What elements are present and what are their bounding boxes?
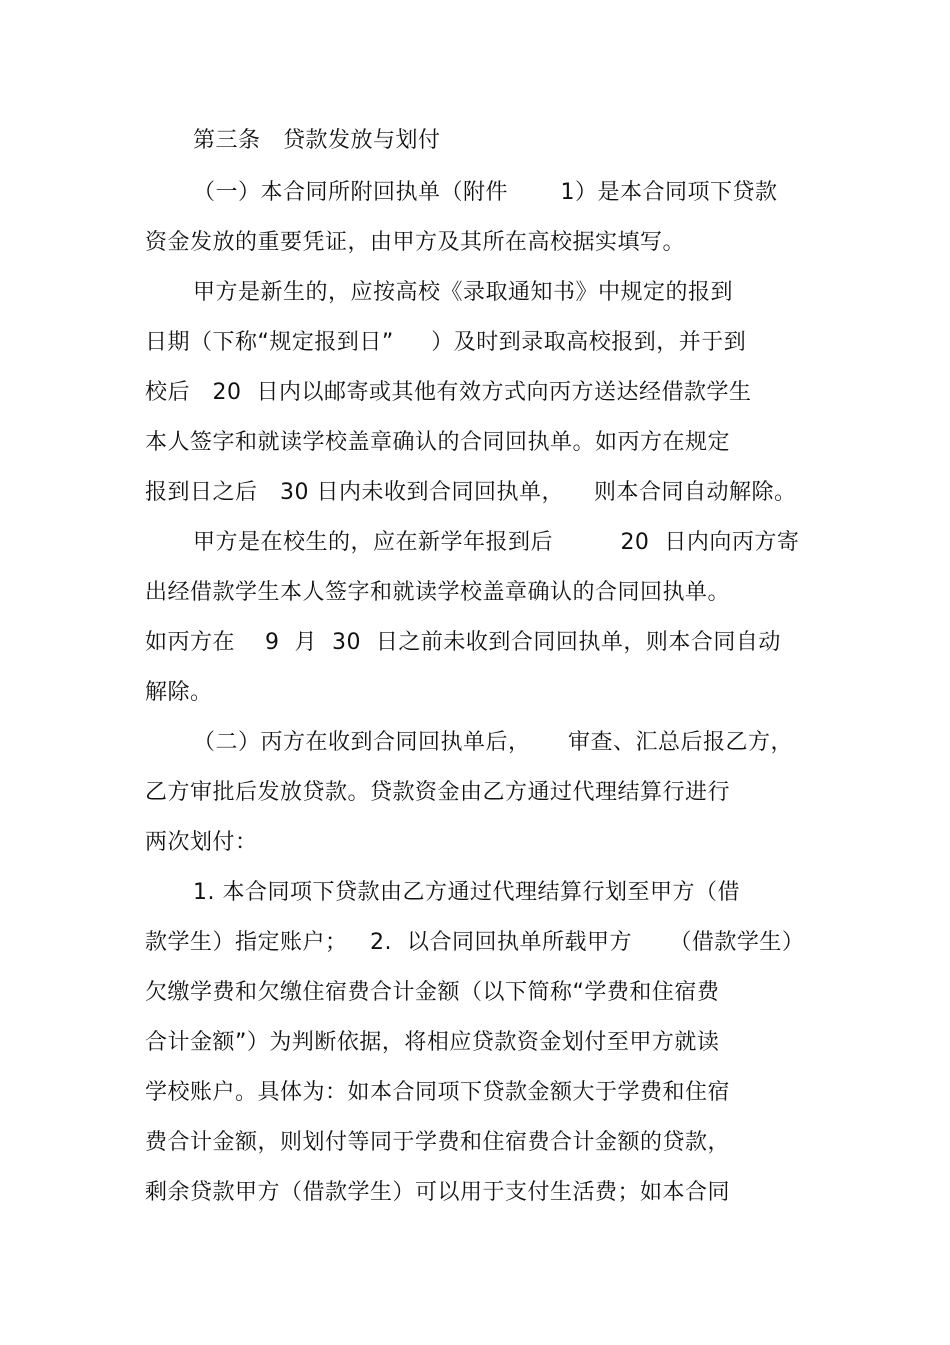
paragraph-line: 校后 20 日内以邮寄或其他有效方式向丙方送达经借款学生 — [145, 380, 752, 405]
paragraph-line: 两次划付： — [145, 830, 258, 855]
paragraph-line: 1. 本合同项下贷款由乙方通过代理结算行划至甲方（借 — [193, 880, 740, 905]
paragraph-line: 解除。 — [145, 680, 213, 705]
paragraph-line: 甲方是新生的，应按高校《录取通知书》中规定的报到 — [193, 280, 734, 305]
paragraph-line: 日期（下称“规定报到日” ）及时到录取高校报到，并于到 — [145, 330, 747, 355]
paragraph-line: 乙方审批后发放贷款。贷款资金由乙方通过代理结算行进行 — [145, 780, 731, 805]
paragraph-line: （一）本合同所附回执单（附件 1）是本合同项下贷款 — [193, 180, 778, 205]
paragraph-line: 合计金额”）为判断依据，将相应贷款资金划付至甲方就读 — [145, 1030, 720, 1055]
article-heading: 第三条 贷款发放与划付 — [193, 128, 441, 153]
paragraph-line: 本人签字和就读学校盖章确认的合同回执单。如丙方在规定 — [145, 430, 731, 455]
paragraph-line: 学校账户。具体为：如本合同项下贷款金额大于学费和住宿 — [145, 1080, 731, 1105]
paragraph-line: 欠缴学费和欠缴住宿费合计金额（以下简称“学费和住宿费 — [145, 980, 720, 1005]
paragraph-line: 款学生）指定账户； 2. 以合同回执单所载甲方 （借款学生） — [145, 930, 805, 955]
paragraph-line: 剩余贷款甲方（借款学生）可以用于支付生活费；如本合同 — [145, 1180, 731, 1205]
paragraph-line: （二）丙方在收到合同回执单后， 审查、汇总后报乙方， — [193, 730, 793, 755]
paragraph-line: 报到日之后 30 日内未收到合同回执单， 则本合同自动解除。 — [145, 480, 797, 505]
paragraph-line: 甲方是在校生的，应在新学年报到后 20 日内向丙方寄 — [193, 530, 800, 555]
paragraph-line: 资金发放的重要凭证，由甲方及其所在高校据实填写。 — [145, 230, 686, 255]
paragraph-line: 费合计金额，则划付等同于学费和住宿费合计金额的贷款， — [145, 1130, 731, 1155]
paragraph-line: 如丙方在 9 月 30 日之前未收到合同回执单，则本合同自动 — [145, 630, 781, 655]
paragraph-line: 出经借款学生本人签字和就读学校盖章确认的合同回执单。 — [145, 580, 731, 605]
